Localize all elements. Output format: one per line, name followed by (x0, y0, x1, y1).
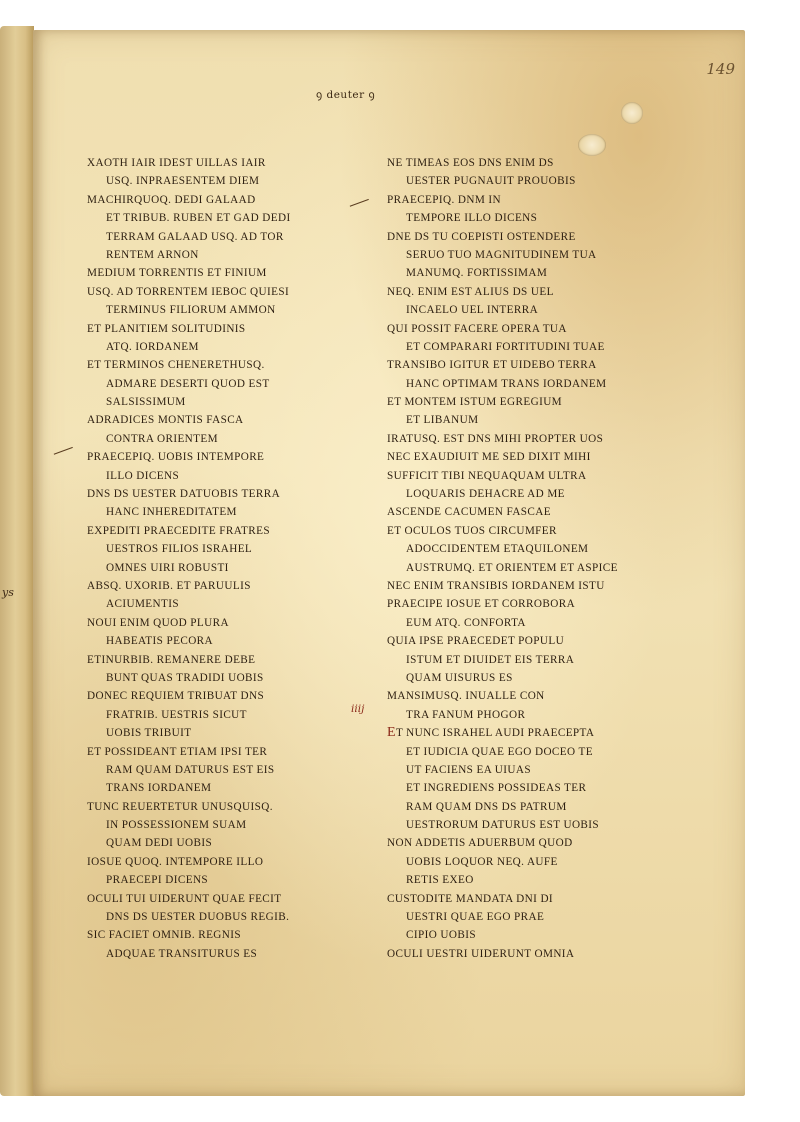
text-line: NEC EXAUDIUIT ME SED DIXIT MIHI (387, 451, 591, 464)
text-line: MANSIMUSQ. INUALLE CON (387, 690, 545, 703)
text-line: USQ. AD TORRENTEM IEBOC QUIESI (87, 285, 290, 298)
text-line: XAOTH IAIR IDEST UILLAS IAIR (87, 157, 266, 169)
text-line: IOSUE QUOQ. INTEMPORE ILLO (87, 855, 264, 868)
text-line: OCULI TUI UIDERUNT QUAE FECIT (87, 892, 282, 905)
book-edge (0, 26, 34, 1096)
text-line: ET COMPARARI FORTITUDINI TUAE (406, 340, 605, 353)
text-line: CUSTODITE MANDATA DNI DI (387, 892, 554, 905)
text-line: ET MONTEM ISTUM EGREGIUM (387, 396, 563, 409)
text-line: QUIA IPSE PRAECEDET POPULU (387, 635, 565, 648)
text-line: FRATRIB. UESTRIS SICUT (106, 708, 247, 721)
text-line: ABSQ. UXORIB. ET PARUULIS (87, 579, 251, 592)
text-line: ETINURBIB. REMANERE DEBE (87, 653, 256, 666)
margin-stroke (350, 199, 373, 216)
text-line: ET OCULOS TUOS CIRCUMFER (387, 524, 557, 537)
parchment-hole (621, 102, 643, 124)
text-line: DONEC REQUIEM TRIBUAT DNS (87, 690, 265, 703)
text-line: EUM ATQ. CONFORTA (406, 616, 526, 629)
text-line: ET POSSIDEANT ETIAM IPSI TER (87, 745, 268, 758)
text-line: LOQUARIS DEHACRE AD ME (406, 488, 565, 501)
text-line: TRANS IORDANEM (106, 782, 212, 795)
text-line: NEC ENIM TRANSIBIS IORDANEM ISTU (387, 579, 605, 592)
text-line: RETIS EXEO (406, 874, 474, 887)
text-line: ATQ. IORDANEM (106, 340, 199, 353)
text-line: NE TIMEAS EOS DNS ENIM DS (387, 157, 554, 169)
text-line: USQ. INPRAESENTEM DIEM (106, 175, 260, 188)
folio-number: 149 (706, 60, 735, 78)
text-line: RENTEM ARNON (106, 248, 199, 261)
text-line: PRAECEPIQ. UOBIS INTEMPORE (87, 451, 265, 464)
text-line: ADOCCIDENTEM ETAQUILONEM (406, 543, 589, 556)
text-line: NON ADDETIS ADUERBUM QUOD (387, 837, 573, 850)
text-line: ADQUAE TRANSITURUS ES (106, 947, 258, 960)
text-line: DNS DS UESTER DUOBUS REGIB. (106, 911, 290, 924)
text-line: MACHIRQUOQ. DEDI GALAAD (87, 193, 256, 206)
text-line: UESTRORUM DATURUS EST UOBIS (406, 819, 600, 832)
text-line: QUAM DEDI UOBIS (106, 837, 213, 850)
margin-stroke (54, 447, 77, 464)
left-margin-note: ys (2, 586, 14, 599)
text-line: ET TERMINOS CHENERETHUSQ. (87, 359, 265, 372)
text-line: TERRAM GALAAD USQ. AD TOR (106, 230, 284, 243)
text-line: HANC INHEREDITATEM (106, 506, 237, 519)
rubric-section-mark: iiij (351, 703, 365, 715)
text-line: SALSISSIMUM (106, 396, 186, 409)
text-line-body: T NUNC ISRAHEL AUDI PRAECEPTA (395, 727, 595, 740)
text-line (387, 724, 618, 742)
text-line: PRAECIPE IOSUE ET CORROBORA (387, 598, 576, 611)
right-text-column (387, 154, 618, 963)
text-line: BUNT QUAS TRADIDI UOBIS (106, 671, 264, 684)
text-line: IN POSSESSIONEM SUAM (106, 819, 247, 832)
text-line: SUFFICIT TIBI NEQUAQUAM ULTRA (387, 469, 587, 482)
text-line: TUNC REUERTETUR UNUSQUISQ. (87, 800, 273, 813)
text-line: PRAECEPI DICENS (106, 874, 209, 887)
text-line: HANC OPTIMAM TRANS IORDANEM (406, 377, 607, 390)
text-line: ET PLANITIEM SOLITUDINIS (87, 322, 246, 335)
text-line: UOBIS LOQUOR NEQ. AUFE (406, 855, 558, 868)
text-line: ET INGREDIENS POSSIDEAS TER (406, 782, 587, 795)
left-text-column (87, 154, 291, 963)
text-line: QUI POSSIT FACERE OPERA TUA (387, 322, 567, 335)
text-line: UESTRI QUAE EGO PRAE (406, 911, 545, 924)
text-line: DNS DS UESTER DATUOBIS TERRA (87, 488, 281, 501)
text-line: MANUMQ. FORTISSIMAM (406, 267, 548, 280)
text-line: IRATUSQ. EST DNS MIHI PROPTER UOS (387, 432, 604, 445)
text-line: EXPEDITI PRAECEDITE FRATRES (87, 524, 270, 537)
text-line: PRAECEPIQ. DNM IN (387, 193, 502, 206)
rubric-initial: E (387, 725, 396, 741)
text-line: NEQ. ENIM EST ALIUS DS UEL (387, 285, 554, 298)
text-line: CONTRA ORIENTEM (106, 432, 218, 445)
text-line: INCAELO UEL INTERRA (406, 304, 539, 317)
text-line: SIC FACIET OMNIB. REGNIS (87, 929, 242, 942)
text-line: UESTER PUGNAUIT PROUOBIS (406, 175, 576, 188)
text-line: TEMPORE ILLO DICENS (406, 212, 538, 225)
parchment-hole (578, 134, 606, 156)
text-line: ASCENDE CACUMEN FASCAE (387, 506, 551, 519)
text-line: OCULI UESTRI UIDERUNT OMNIA (387, 947, 575, 960)
text-line: ILLO DICENS (106, 469, 180, 482)
text-line: QUAM UISURUS ES (406, 671, 513, 684)
manuscript-page (33, 30, 745, 1096)
text-line: UESTROS FILIOS ISRAHEL (106, 543, 253, 556)
text-line: ACIUMENTIS (106, 598, 179, 611)
text-line: AUSTRUMQ. ET ORIENTEM ET ASPICE (406, 561, 618, 574)
text-line: TERMINUS FILIORUM AMMON (106, 304, 276, 317)
running-head: ꝯ deuter ꝯ (316, 89, 376, 101)
text-line: ADMARE DESERTI QUOD EST (106, 377, 270, 390)
text-line: CIPIO UOBIS (406, 929, 476, 942)
text-line: NOUI ENIM QUOD PLURA (87, 616, 229, 629)
text-line: DNE DS TU COEPISTI OSTENDERE (387, 230, 576, 243)
text-line: ET LIBANUM (406, 414, 479, 427)
text-line: ADRADICES MONTIS FASCA (87, 414, 244, 427)
text-line: RAM QUAM DATURUS EST EIS (106, 763, 275, 776)
text-line: MEDIUM TORRENTIS ET FINIUM (87, 267, 267, 280)
text-line: ET TRIBUB. RUBEN ET GAD DEDI (106, 212, 291, 225)
text-line: RAM QUAM DNS DS PATRUM (406, 800, 567, 813)
text-line: SERUO TUO MAGNITUDINEM TUA (406, 248, 597, 261)
text-line: TRA FANUM PHOGOR (406, 708, 526, 721)
text-line: ET IUDICIA QUAE EGO DOCEO TE (406, 745, 593, 758)
text-line: UOBIS TRIBUIT (106, 727, 192, 740)
text-line: ISTUM ET DIUIDET EIS TERRA (406, 653, 575, 666)
text-line: TRANSIBO IGITUR ET UIDEBO TERRA (387, 359, 597, 372)
text-line: HABEATIS PECORA (106, 635, 214, 648)
text-line: UT FACIENS EA UIUAS (406, 763, 531, 776)
text-line: OMNES UIRI ROBUSTI (106, 561, 229, 574)
